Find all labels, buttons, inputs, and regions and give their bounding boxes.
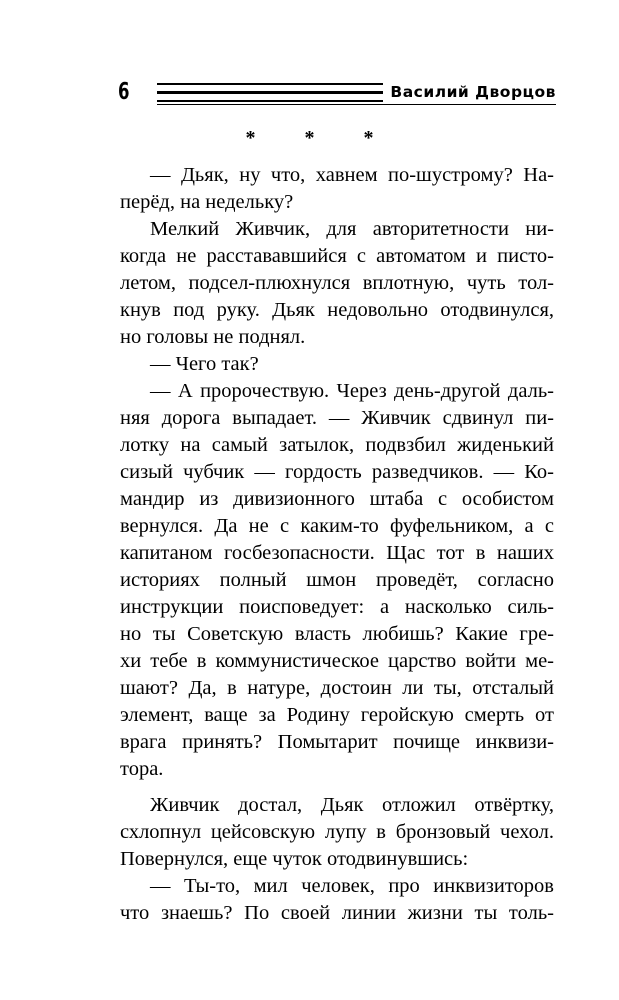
text-line: — А пророчествую. Через день-другой даль- <box>150 380 554 402</box>
text-line: няя дорога выпадает. — Живчик сдвинул пи- <box>120 407 554 429</box>
section-separator: * * * <box>245 127 396 149</box>
text-line: Повернулся, еще чуток отодвинувшись: <box>120 848 469 870</box>
text-line: врага принять? Помытарит почище инквизи- <box>120 731 554 753</box>
text-line: вернулся. Да не с каким-то фуфельником, а с <box>120 515 554 537</box>
text-line: элемент, ваще за Родину геройскую смерть от <box>120 704 554 726</box>
text-line: летом, подсел-плюхнулся вплотную, чуть тол- <box>120 272 554 294</box>
text-line: перёд, на недельку? <box>120 191 294 213</box>
page-number: 6 <box>118 79 130 105</box>
text-line: историях полный шмон проведёт, согласно <box>120 569 554 591</box>
text-line: лотку на самый затылок, подвзбил жиденький <box>120 434 554 456</box>
text-line: — Ты-то, мил человек, про инквизиторов <box>150 875 554 897</box>
text-line: — Дьяк, ну что, хавнем по-шустрому? На- <box>150 164 554 186</box>
text-line: шают? Да, в натуре, достоин ли ты, отсталый <box>120 677 554 699</box>
text-line: Мелкий Живчик, для авторитетности ни- <box>150 218 554 240</box>
text-line: инструкции поисповедует: а насколько силь- <box>120 596 554 618</box>
text-line: мандир из дивизионного штаба с особистом <box>120 488 554 510</box>
text-line: капитаном госбезопасности. Щас тот в наших <box>120 542 554 564</box>
text-line: хи тебе в коммунистическое царство войти ме- <box>120 650 554 672</box>
text-line: — Чего так? <box>150 353 259 375</box>
header-rule <box>157 100 383 102</box>
text-line: кнув под руку. Дьяк недовольно отодвинулся, <box>120 299 554 321</box>
body-text <box>120 162 554 927</box>
header-rule <box>157 91 383 94</box>
text-line: сизый чубчик — гордость разведчиков. — Ко- <box>120 461 554 483</box>
page-header <box>118 77 556 107</box>
paragraph-spacer <box>120 783 554 792</box>
text-line: тора. <box>120 758 164 780</box>
text-line: что знаешь? По своей линии жизни ты толь- <box>120 902 554 924</box>
header-rule <box>157 83 383 85</box>
text-line: но головы не поднял. <box>120 326 306 348</box>
running-head-author: Василий Дворцов <box>390 83 556 101</box>
text-line: но ты Советскую власть любишь? Какие гре- <box>120 623 554 645</box>
text-line: схлопнул цейсовскую лупу в бронзовый чехол. <box>120 821 554 843</box>
header-rules <box>157 82 383 102</box>
text-line: когда не расстававшийся с автоматом и писто- <box>120 245 554 267</box>
text-line: Живчик достал, Дьяк отложил отвёртку, <box>150 794 554 816</box>
header-underline <box>157 104 556 105</box>
